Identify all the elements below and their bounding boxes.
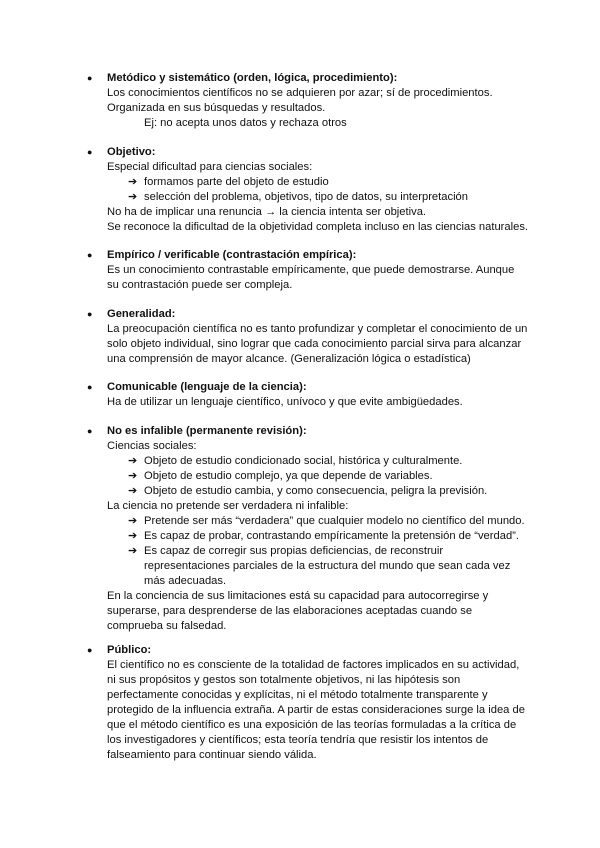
item-text: Pretende ser más “verdadera” que cualquier modelo no científico del mundo. bbox=[144, 515, 525, 527]
section-generalidad bbox=[87, 307, 547, 367]
text-line: Ha de utilizar un lenguaje científico, unívoco y que evite ambigüedades. bbox=[107, 396, 463, 408]
section-title: Empírico / verificable (contrastación empírica): bbox=[107, 249, 357, 261]
text-line: ni sus propósitos y gestos son totalmente objetivos, ni las hipótesis son bbox=[107, 674, 461, 686]
arrow-list-item bbox=[107, 484, 547, 499]
bullet-icon: ● bbox=[87, 645, 93, 655]
item-text: Es capaz de probar, contrastando empíricamente la pretensión de “verdad”. bbox=[144, 530, 519, 542]
section-title: No es infalible (permanente revisión): bbox=[107, 425, 307, 437]
section-title: Comunicable (lenguaje de la ciencia): bbox=[107, 381, 307, 393]
text-line: solo objeto individual, sino lograr que cada conocimiento parcial sirva para alcanzar bbox=[107, 338, 522, 350]
item-text-line: representaciones parciales de la estructura del mundo que sean cada vez bbox=[144, 560, 511, 572]
section-no-infalible bbox=[87, 424, 547, 634]
section-comunicable bbox=[87, 380, 547, 410]
text-line: perfectamente conocidas y explícitas, ni el método totalmente transparente y bbox=[107, 689, 488, 701]
text-line: su contrastación puede ser compleja. bbox=[107, 279, 293, 291]
section-metodico bbox=[87, 71, 547, 131]
arrow-icon: ➔ bbox=[128, 485, 138, 497]
text-line: En la conciencia de sus limitaciones está su capacidad para autocorregirse y bbox=[107, 590, 489, 602]
text-line: falseamiento para continuar siendo válida. bbox=[107, 749, 317, 761]
item-text: formamos parte del objeto de estudio bbox=[144, 176, 329, 188]
section-empirico bbox=[87, 248, 547, 293]
item-text: Objeto de estudio cambia, y como consecuencia, peligra la previsión. bbox=[144, 485, 488, 497]
bullet-icon: ● bbox=[87, 426, 93, 436]
text-line: superarse, para desprenderse de las elaboraciones aceptadas cuando se bbox=[107, 605, 473, 617]
arrow-list-item bbox=[107, 190, 547, 205]
arrow-icon: ➔ bbox=[128, 515, 138, 527]
bullet-icon: ● bbox=[87, 147, 93, 157]
text-line: Ciencias sociales: bbox=[107, 440, 197, 452]
arrow-icon: ➔ bbox=[128, 191, 138, 203]
text-line: Se reconoce la dificultad de la objetividad completa incluso en las ciencias naturales. bbox=[107, 221, 529, 233]
arrow-icon: ➔ bbox=[128, 176, 138, 188]
section-title: Objetivo: bbox=[107, 146, 156, 158]
text-line: La preocupación científica no es tanto profundizar y completar el conocimiento de un bbox=[107, 323, 528, 335]
item-text-line: Es capaz de corregir sus propias deficiencias, de reconstruir bbox=[144, 545, 444, 557]
text-line: La ciencia no pretende ser verdadera ni infalible: bbox=[107, 500, 349, 512]
text-line: protegido de la influencia extraña. A partir de estas consideraciones surge la idea de bbox=[107, 704, 525, 716]
text-line: Los conocimientos científicos no se adquieren por azar; sí de procedimientos. bbox=[107, 87, 493, 99]
arrow-list-item bbox=[107, 469, 547, 484]
text-line: Es un conocimiento contrastable empíricamente, que puede demostrarse. Aunque bbox=[107, 264, 515, 276]
section-title: Generalidad: bbox=[107, 308, 176, 320]
arrow-list-item bbox=[107, 529, 547, 544]
section-title: Metódico y sistemático (orden, lógica, procedimiento): bbox=[107, 72, 398, 84]
text-line: El científico no es consciente de la totalidad de factores implicados en su actividad, bbox=[107, 659, 520, 671]
text-line: los investigadores y científicos; esta teoría tendría que resistir los intentos de bbox=[107, 734, 489, 746]
item-text: selección del problema, objetivos, tipo de datos, su interpretación bbox=[144, 191, 469, 203]
arrow-list-item bbox=[107, 175, 547, 190]
text-line: una comprensión de mayor alcance. (Generalización lógica o estadística) bbox=[107, 353, 471, 365]
item-text-line: más adecuadas. bbox=[144, 575, 227, 587]
arrow-icon: ➔ bbox=[128, 470, 138, 482]
item-text: Objeto de estudio complejo, ya que depende de variables. bbox=[144, 470, 433, 482]
text-line: Organizada en sus búsquedas y resultados. bbox=[107, 102, 326, 114]
section-objetivo bbox=[87, 145, 547, 235]
bullet-icon: ● bbox=[87, 73, 93, 83]
text-line: que el método científico es una exposición de las teorías formuladas a la crítica de bbox=[107, 719, 517, 731]
arrow-icon: ➔ bbox=[128, 455, 138, 467]
text-line: Especial dificultad para ciencias sociales: bbox=[107, 161, 313, 173]
text-line: comprueba su falsedad. bbox=[107, 620, 227, 632]
bullet-icon: ● bbox=[87, 250, 93, 260]
example-line: Ej: no acepta unos datos y rechaza otros bbox=[144, 117, 347, 129]
arrow-list-item bbox=[107, 454, 547, 469]
arrow-list-item bbox=[107, 514, 547, 529]
arrow-icon: ➔ bbox=[128, 530, 138, 542]
arrow-list-item bbox=[107, 544, 547, 589]
bullet-icon: ● bbox=[87, 309, 93, 319]
text-line: No ha de implicar una renuncia → la ciencia intenta ser objetiva. bbox=[107, 206, 427, 218]
item-text: Objeto de estudio condicionado social, histórica y culturalmente. bbox=[144, 455, 463, 467]
section-publico bbox=[87, 643, 547, 763]
bullet-icon: ● bbox=[87, 382, 93, 392]
arrow-icon: ➔ bbox=[128, 545, 138, 557]
section-title: Público: bbox=[107, 644, 152, 656]
